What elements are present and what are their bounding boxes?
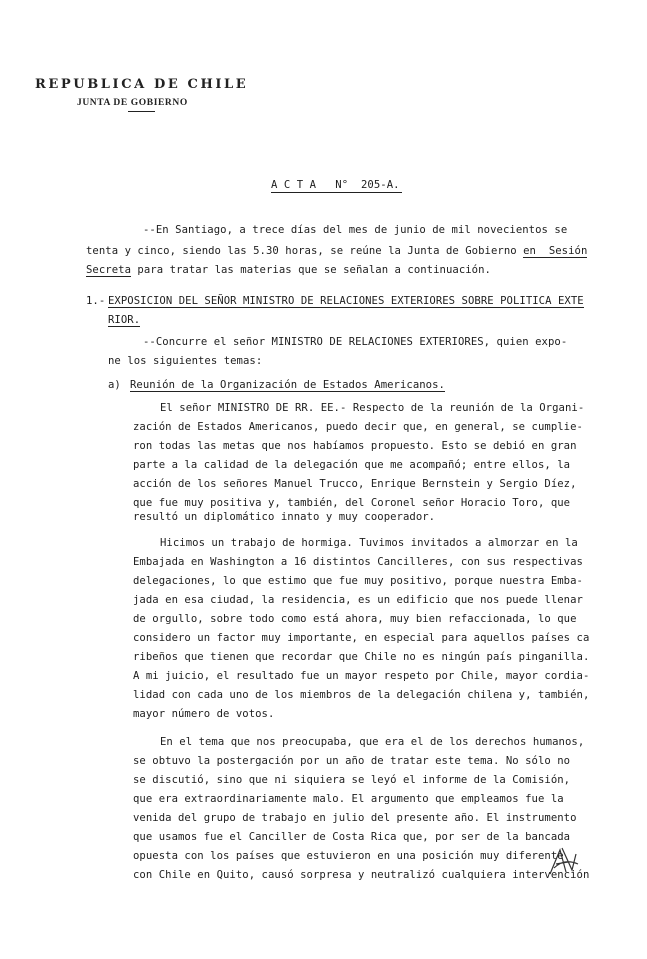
intro-line-2: [86, 245, 587, 257]
paragraph-line: se discutió, sino que ni siquiera se leyó el informe de la Comisión,: [133, 774, 571, 786]
section-1-body-line-1: --Concurre el señor MINISTRO DE RELACIONES EXTERIORES, quien expo-: [143, 336, 568, 348]
section-1-number: 1.-: [86, 295, 106, 307]
handwritten-initials-mark: [546, 844, 580, 878]
paragraph-line: jada en esa ciudad, la residencia, es un edificio que nos puede llenar: [133, 594, 583, 606]
paragraph-line: que era extraordinariamente malo. El argumento que empleamos fue la: [133, 793, 564, 805]
paragraph-line: A mi juicio, el resultado fue un mayor respeto por Chile, mayor cordia-: [133, 670, 590, 682]
paragraph-line: lidad con cada uno de los miembros de la delegación chilena y, también,: [133, 689, 590, 701]
paragraph-line: delegaciones, lo que estimo que fue muy positivo, porque nuestra Emba-: [133, 575, 583, 587]
intro-line-2-text: tenta y cinco, siendo las 5.30 horas, se reúne la Junta de Gobierno: [86, 245, 524, 257]
intro-secreta: Secreta: [86, 264, 131, 276]
paragraph-line: El señor MINISTRO DE RR. EE.- Respecto de la reunión de la Organi-: [160, 402, 585, 414]
paragraph-line: considero un factor muy importante, en especial para aquellos países ca: [133, 632, 590, 644]
paragraph-line: En el tema que nos preocupaba, que era el de los derechos humanos,: [160, 736, 585, 748]
intro-line-3-text: para tratar las materias que se señalan a continuación.: [131, 264, 491, 276]
paragraph-line: opuesta con los países que estuvieron en una posición muy diferente: [133, 850, 564, 862]
paragraph-line: resultó un diplomático innato y muy cooperador.: [133, 511, 436, 523]
subsection-a-letter: a): [108, 379, 121, 391]
paragraph-line: venida del grupo de trabajo en julio del presente año. El instrumento: [133, 812, 577, 824]
paragraph-line: zación de Estados Americanos, puedo decir que, en general, se cumplie-: [133, 421, 583, 433]
paragraph-line: que fue muy positiva y, también, del Coronel señor Horacio Toro, que: [133, 497, 571, 509]
letterhead-republic: REPUBLICA DE CHILE: [35, 77, 249, 92]
paragraph-line: ron todas las metas que nos habíamos propuesto. Esto se debió en gran: [133, 440, 577, 452]
paragraph-line: que usamos fue el Canciller de Costa Rica que, por ser de la bancada: [133, 831, 571, 843]
paragraph-line: parte a la calidad de la delegación que me acompañó; entre ellos, la: [133, 459, 571, 471]
intro-en-sesion: en Sesión: [523, 245, 588, 257]
intro-line-1: --En Santiago, a trece días del mes de junio de mil novecientos se: [143, 224, 568, 236]
intro-line-3: [86, 264, 491, 276]
section-1-title-line-2: RIOR.: [108, 314, 141, 326]
paragraph-line: se obtuvo la postergación por un año de tratar este tema. No sólo no: [133, 755, 571, 767]
letterhead-junta: JUNTA DE GOBIERNO: [77, 98, 188, 108]
paragraph-line: con Chile en Quito, causó sorpresa y neutralizó cualquiera intervención: [133, 869, 590, 881]
paragraph-line: acción de los señores Manuel Trucco, Enrique Bernstein y Sergio Díez,: [133, 478, 577, 490]
letterhead-underline: [128, 111, 155, 112]
paragraph-line: Hicimos un trabajo de hormiga. Tuvimos invitados a almorzar en la: [160, 537, 578, 549]
paragraph-line: de orgullo, sobre todo como está ahora, muy bien refaccionada, lo que: [133, 613, 577, 625]
section-1-body-line-2: ne los siguientes temas:: [108, 355, 263, 367]
acta-title: A C T A N° 205-A.: [271, 179, 400, 191]
paragraph-line: ribeños que tienen que recordar que Chile no es ningún país pinganilla.: [133, 651, 590, 663]
acta-title-underline: [271, 192, 402, 193]
subsection-a-title: Reunión de la Organización de Estados Americanos.: [130, 379, 445, 391]
paragraph-line: Embajada en Washington a 16 distintos Cancilleres, con sus respectivas: [133, 556, 583, 568]
section-1-title-line-1: EXPOSICION DEL SEÑOR MINISTRO DE RELACIONES EXTERIORES SOBRE POLITICA EXTE: [108, 295, 584, 307]
paragraph-line: mayor número de votos.: [133, 708, 275, 720]
